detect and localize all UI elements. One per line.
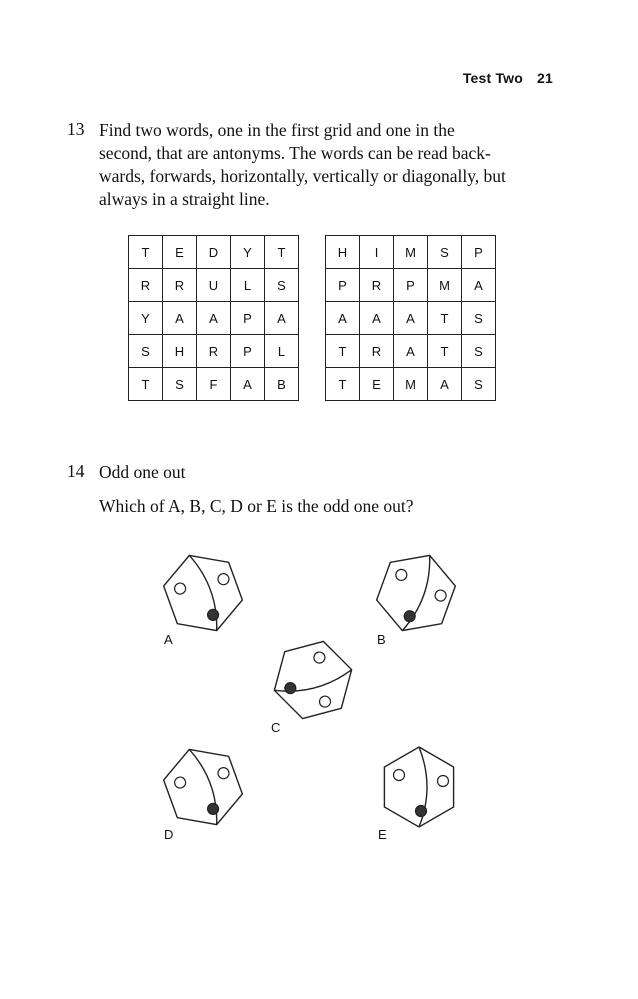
question-13-number: 13 [67, 119, 85, 139]
grid-cell: A [265, 302, 299, 335]
hexagon-group [370, 544, 462, 643]
black-dot [416, 806, 427, 817]
grid-cell: T [326, 368, 360, 401]
grid-cell: P [231, 302, 265, 335]
grid-cell: A [197, 302, 231, 335]
grid-cell: R [197, 335, 231, 368]
grid-cell: P [326, 269, 360, 302]
grid-cell: T [129, 368, 163, 401]
hexagon-figure-c[interactable] [263, 630, 363, 730]
grid-cell: E [360, 368, 394, 401]
grid-cell: A [462, 269, 496, 302]
grid-cell: A [163, 302, 197, 335]
question-13-line: second, that are antonyms. The words can be read back- [99, 143, 491, 163]
grid-row [326, 335, 496, 368]
section-title: Test Two [462, 70, 524, 86]
white-dot [438, 776, 449, 787]
grid-row [326, 368, 496, 401]
option-label-b: B [377, 632, 386, 647]
option-label-e: E [378, 827, 387, 842]
hexagon-figure-a[interactable] [153, 543, 253, 643]
letter-grid-2 [325, 235, 496, 401]
grid-cell: U [197, 269, 231, 302]
question-14-title: Odd one out [99, 462, 186, 482]
grid-cell: R [163, 269, 197, 302]
grid-cell: E [163, 236, 197, 269]
grid-cell: D [197, 236, 231, 269]
hexagon-figure-d[interactable] [153, 737, 253, 837]
grid-cell: S [163, 368, 197, 401]
grid-cell: L [265, 335, 299, 368]
grid-cell: T [265, 236, 299, 269]
grid-cell: H [326, 236, 360, 269]
grid-row [129, 335, 299, 368]
grid-cell: S [462, 368, 496, 401]
question-13-text [99, 119, 559, 211]
grid-cell: S [462, 302, 496, 335]
grid-cell: M [394, 236, 428, 269]
grid-cell: A [360, 302, 394, 335]
grid-cell: A [428, 368, 462, 401]
grid-row [326, 269, 496, 302]
grid-cell: A [326, 302, 360, 335]
grid-row [129, 236, 299, 269]
grid-cell: S [265, 269, 299, 302]
grid-cell: R [129, 269, 163, 302]
grid-cell: P [231, 335, 265, 368]
grid-cell: S [428, 236, 462, 269]
question-13-line: Find two words, one in the first grid and one in the [99, 120, 455, 140]
option-label-a: A [164, 632, 173, 647]
hexagon-figure-e[interactable] [369, 737, 469, 837]
grid-cell: M [394, 368, 428, 401]
hexagon-outline [265, 636, 360, 724]
grid-cell: Y [231, 236, 265, 269]
running-header [463, 70, 553, 86]
option-label-d: D [164, 827, 174, 842]
grid-cell: T [428, 302, 462, 335]
grid-cell: P [462, 236, 496, 269]
grid-cell: R [360, 269, 394, 302]
hexagon-group [384, 747, 453, 827]
hexagon-figure-b[interactable] [366, 543, 466, 643]
grid-cell: P [394, 269, 428, 302]
grid-row [129, 368, 299, 401]
grid-cell: T [326, 335, 360, 368]
grid-row [129, 302, 299, 335]
grid-cell: A [394, 302, 428, 335]
question-13-line: always in a straight line. [99, 189, 270, 209]
grid-row [326, 302, 496, 335]
grid-cell: Y [129, 302, 163, 335]
question-13-line: wards, forwards, horizontally, vertically or diagonally, but [99, 166, 506, 186]
grid-cell: L [231, 269, 265, 302]
grid-row [326, 236, 496, 269]
question-14-prompt: Which of A, B, C, D or E is the odd one out? [99, 496, 414, 516]
grid-cell: H [163, 335, 197, 368]
hexagon-group [157, 544, 249, 643]
grid-cell: A [231, 368, 265, 401]
grid-cell: S [462, 335, 496, 368]
grid-cell: F [197, 368, 231, 401]
grid-row [129, 269, 299, 302]
question-14-number: 14 [67, 461, 85, 481]
grid-cell: B [265, 368, 299, 401]
grid-cell: A [394, 335, 428, 368]
letter-grid-1 [128, 235, 299, 401]
hexagon-group [157, 738, 249, 837]
hexagon-outline [157, 544, 249, 643]
option-label-c: C [271, 720, 281, 735]
hexagon-group [265, 636, 360, 724]
grid-cell: S [129, 335, 163, 368]
grid-cell: I [360, 236, 394, 269]
grid-cell: M [428, 269, 462, 302]
grid-cell: R [360, 335, 394, 368]
white-dot [394, 770, 405, 781]
hexagon-outline [370, 544, 462, 643]
page-number: 21 [537, 70, 553, 86]
grid-cell: T [428, 335, 462, 368]
grid-cell: T [129, 236, 163, 269]
hexagon-outline [157, 738, 249, 837]
